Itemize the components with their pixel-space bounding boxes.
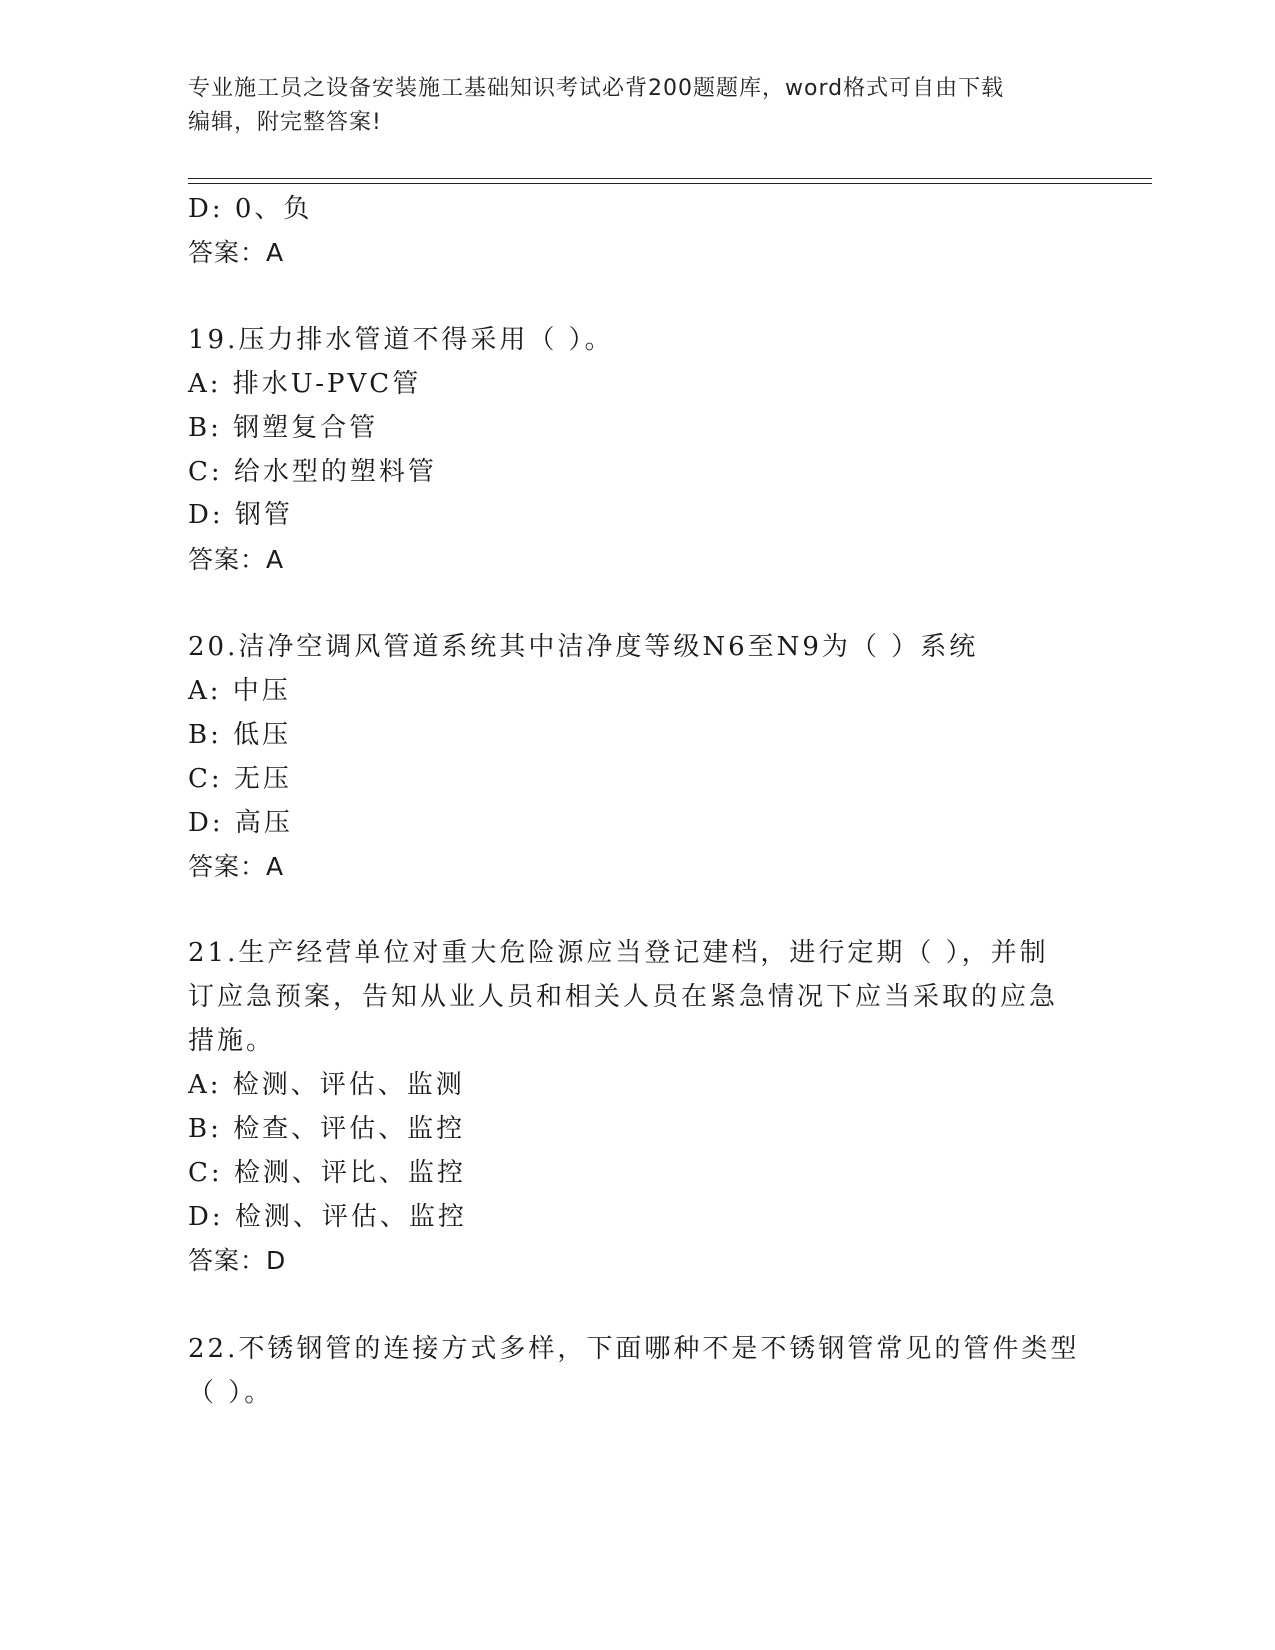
- question-19-option-b: B: 钢塑复合管: [188, 413, 379, 443]
- header-divider-bottom: [188, 183, 1152, 184]
- question-21-stem-line-1: 21.生产经营单位对重大危险源应当登记建档，进行定期（ ），并制: [188, 938, 1049, 968]
- question-20-stem: 20.洁净空调风管道系统其中洁净度等级N6至N9为（ ）系统: [188, 632, 979, 662]
- header-title-line-2: 编辑，附完整答案!: [188, 110, 382, 135]
- question-19-answer: 答案：A: [188, 545, 285, 574]
- question-19-option-c: C: 给水型的塑料管: [188, 457, 437, 487]
- previous-answer: 答案：A: [188, 238, 285, 267]
- question-20-option-d: D: 高压: [188, 808, 293, 838]
- question-19-option-d: D: 钢管: [188, 500, 293, 530]
- question-21-option-a: A: 检测、评估、监测: [188, 1070, 465, 1100]
- question-19-option-a: A: 排水U-PVC管: [188, 369, 422, 399]
- question-21-stem-line-3: 措施。: [188, 1026, 276, 1056]
- header-divider-top: [188, 178, 1152, 179]
- question-22-stem-line-2: （ ）。: [188, 1378, 274, 1408]
- question-21-answer: 答案：D: [188, 1246, 287, 1275]
- question-19-stem: 19.压力排水管道不得采用（ ）。: [188, 325, 614, 355]
- document-header: [188, 72, 1068, 140]
- header-title-line-1: 专业施工员之设备安装施工基础知识考试必背200题题库，word格式可自由下载: [188, 76, 1005, 101]
- question-20-answer: 答案：A: [188, 852, 285, 881]
- question-22-stem-line-1: 22.不锈钢管的连接方式多样，下面哪种不是不锈钢管常见的管件类型: [188, 1334, 1080, 1364]
- question-21-option-c: C: 检测、评比、监控: [188, 1158, 466, 1188]
- question-21-option-b: B: 检查、评估、监控: [188, 1114, 466, 1144]
- question-21-option-d: D: 检测、评估、监控: [188, 1202, 467, 1232]
- previous-option-d: D: 0、负: [188, 194, 313, 224]
- question-21-stem-line-2: 订应急预案，告知从业人员和相关人员在紧急情况下应当采取的应急: [188, 982, 1059, 1012]
- question-20-option-a: A: 中压: [188, 676, 291, 706]
- question-20-option-b: B: 低压: [188, 720, 292, 750]
- question-20-option-c: C: 无压: [188, 764, 292, 794]
